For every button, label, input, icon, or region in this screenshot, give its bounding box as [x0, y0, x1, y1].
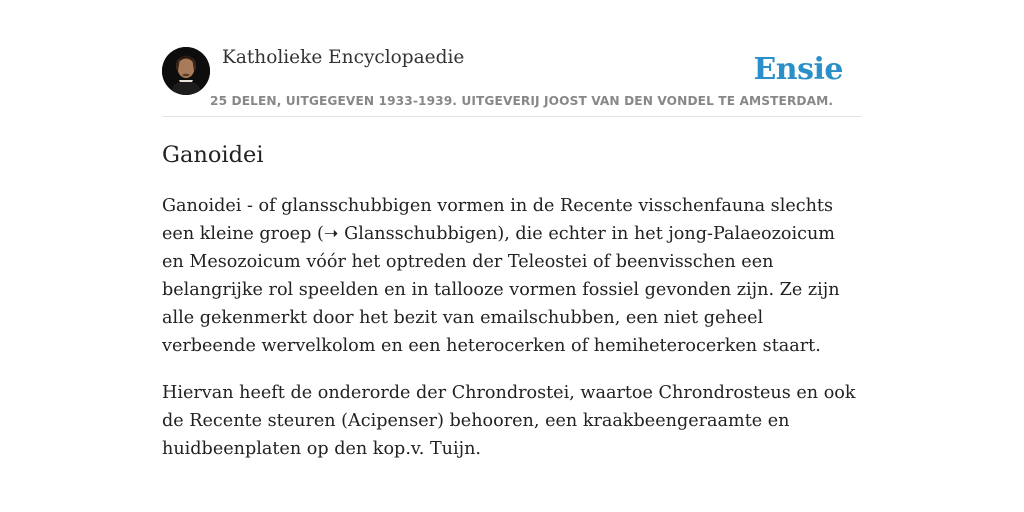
ensie-logo-link[interactable]: Ensie: [753, 52, 843, 87]
entry-paragraph-1: Ganoidei - of glansschubbigen vormen in de Recente visschenfauna slechts een kleine groep (➝ Glansschubbigen), die echter in het jong-Palaeozoicum en Mesozoicum vóór het optreden der Teleostei of beenvisschen een belangrijke rol speelden en in tallooze vormen fossiel gevonden zijn. Ze zijn alle gekenmerkt door het bezit van emailschubben, een niet geheel verbeende wervelkolom en een heterocerken of hemiheterocerken staart.: [162, 196, 840, 356]
source-title[interactable]: Katholieke Encyclopaedie: [222, 47, 465, 68]
source-subtitle: 25 DELEN, UITGEGEVEN 1933-1939. UITGEVERIJ JOOST VAN DEN VONDEL TE AMSTERDAM.: [210, 94, 834, 108]
entry-title: Ganoidei: [162, 142, 264, 168]
portrait-avatar-icon[interactable]: [162, 47, 210, 95]
source-header: [162, 0, 862, 117]
page: [162, 0, 862, 512]
entry-body: [162, 192, 862, 482]
entry-paragraph-2: Hiervan heeft de onderorde der Chrondrostei, waartoe Chrondrosteus en ook de Recente steuren (Acipenser) behooren, een kraakbeengeraamte en huidbeenplaten op den kop.v. Tuijn.: [162, 383, 856, 459]
portrait-image: [162, 47, 210, 95]
